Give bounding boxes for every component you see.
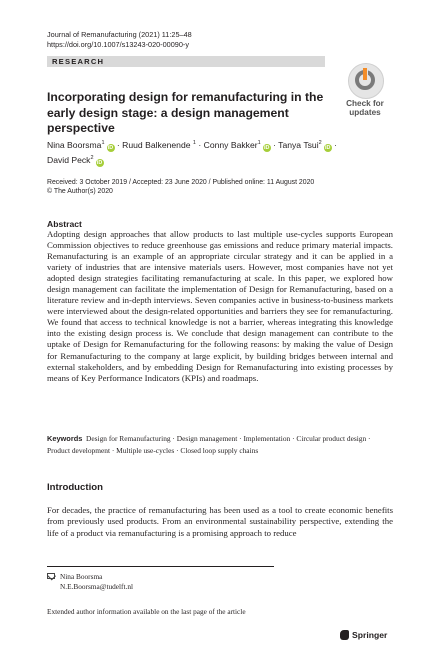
author[interactable]: Ruud Balkenende $^1$: [122, 139, 196, 150]
keywords-text: Design for Remanufacturing · Design management · Implementation · Circular product design · Product development · Multiple use-cycles · Closed loop supply chains: [47, 434, 371, 455]
author[interactable]: Tanya Tsui$^2$iD: [278, 139, 331, 151]
orcid-icon[interactable]: iD: [107, 144, 114, 151]
author-list: Nina Boorsma$^1$iD · Ruud Balkenende $^1$ · Conny Bakker$^1$iD · Tanya Tsui$^2$iD · David Peck$^2$iD: [47, 139, 337, 166]
author[interactable]: David Peck$^2$iD: [47, 154, 103, 166]
journal-citation: Journal of Remanufacturing (2021) 11:25–48: [47, 30, 192, 39]
extended-author-info: Extended author information available on the last page of the article: [47, 607, 246, 616]
springer-logo: Springer: [340, 630, 387, 640]
contact-email[interactable]: N.E.Boorsma@tudelft.nl: [60, 582, 133, 592]
crossmark-bookmark-icon: [363, 68, 367, 80]
envelope-icon: [47, 573, 55, 579]
orcid-icon[interactable]: iD: [263, 144, 270, 151]
contact-name: Nina Boorsma: [60, 572, 103, 581]
journal-header: [47, 30, 192, 49]
doi-link[interactable]: https://doi.org/10.1007/s13243-020-00090-y: [47, 39, 189, 49]
author[interactable]: Nina Boorsma$^1$iD: [47, 139, 114, 151]
introduction-heading: Introduction: [47, 482, 103, 493]
introduction-text: For decades, the practice of remanufacturing has been used as a tool to create economic benefits from previously used products. From an environmental sustainability perspective, extending the life of a product via remanufacturing is a promising approach to reduce: [47, 505, 393, 538]
publication-dates: [47, 178, 314, 196]
updates-label: updates: [349, 108, 381, 117]
keywords: [47, 433, 393, 456]
orcid-icon[interactable]: iD: [96, 159, 103, 166]
author[interactable]: Conny Bakker$^1$iD: [203, 139, 270, 151]
article-type-label: RESEARCH: [52, 57, 105, 66]
article-type-bar: [47, 56, 325, 67]
article-title: Incorporating design for remanufacturing in the early design stage: a design management perspective: [47, 90, 324, 135]
check-for-label: Check for: [346, 99, 384, 108]
check-for-updates-badge[interactable]: [340, 63, 390, 123]
history-dates: Received: 3 October 2019 / Accepted: 23 June 2020 / Published online: 11 August 2020: [47, 179, 315, 186]
abstract-text: Adopting design approaches that allow products to last multiple use-cycles supports European Commission objectives to reduce greenhouse gas emissions and reduce primary material impacts. Remanufacturing is an example of an appropriate circular strategy and it can be applied in a variety of industries that are intensive materials users. However, most companies have not yet adopted design strategies facilitating remanufacturing at scale. In this paper, we explored how design management can facilitate the implementation of Design for Remanufacturing, based on a literature review and in-depth interviews. Seven companies active in business-to-business markets were interviewed about the design-related opportunities and barriers they see for remanufacturing. We found that access to technical knowledge is not a barrier, whereas integrating this knowledge into the existing design process is. We conclude that design management can contribute to the uptake of Design for Remanufacturing for the following reasons: by making the value of Design for Remanufacturing to the company at large explicit, by building bridges between internal and external stakeholders, and by embedding Design for Remanufacturing into existing processes by means of Key Performance Indicators (KPIs) and roadmaps.: [47, 229, 393, 383]
corresponding-author: [47, 572, 133, 593]
keywords-label: Keywords: [47, 434, 83, 443]
springer-horse-icon: [340, 630, 349, 640]
footnote-divider: [47, 566, 274, 567]
copyright-line: © The Author(s) 2020: [47, 188, 113, 195]
orcid-icon[interactable]: iD: [324, 144, 331, 151]
copyright-icon: ©: [47, 188, 53, 195]
abstract-heading: Abstract: [47, 219, 82, 229]
